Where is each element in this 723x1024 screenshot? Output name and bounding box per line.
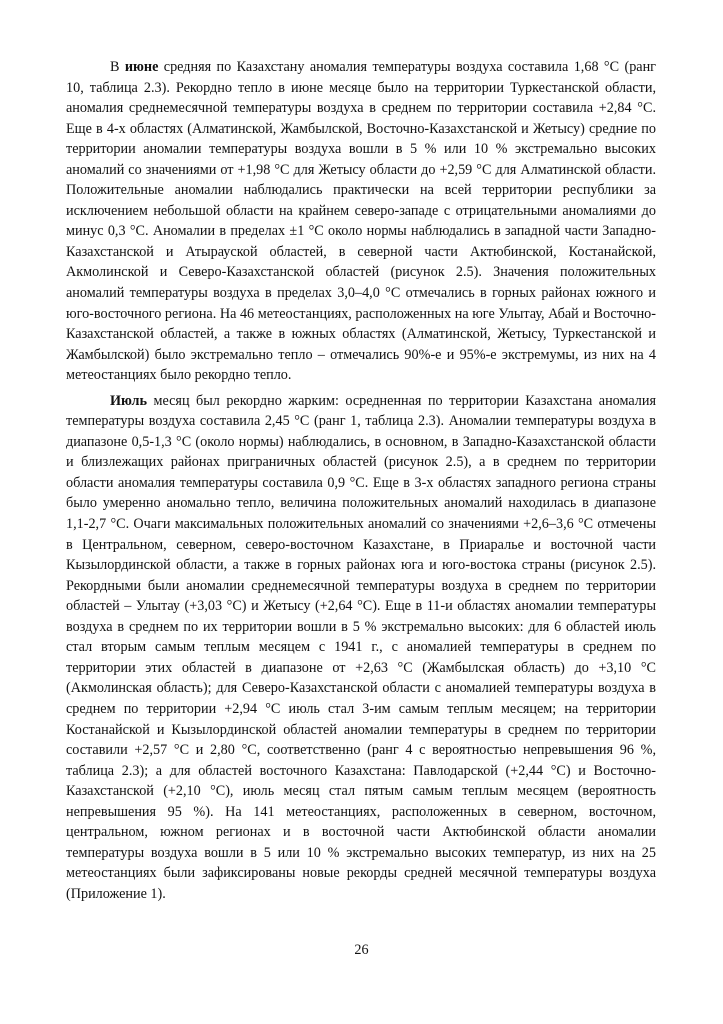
paragraph-july [66, 391, 656, 905]
paragraph-june [66, 57, 656, 386]
paragraph-july-body: месяц был рекордно жарким: осредненная по территории Казахстана аномалия температуры воздуха составила 2,45 °C (ранг 1, таблица 2.3). Аномалии температуры воздуха в диапазоне 0,5-1,3 °C (около нормы) наблюдались, в основном, в Западно-Казахстанской области и близлежащих районах приграничных областей (рисунок 2.5), а в среднем по территории области аномалия температуры составила 0,9 °C. Еще в 3-х областях западного региона страны было умеренно аномально тепло, величина положительных аномалий находилась в диапазоне 1,1-2,7 °C. Очаги максимальных положительных аномалий со значениями +2,6–3,6 °C отмечены в Центральном, северном, северо-восточном Казахстане, в Приаралье и восточной части Кызылординской области, а также в горных районах юга и юго-востока страны (рисунок 2.5). Рекордными были аномалии среднемесячной температуры воздуха в среднем по территории областей – Улытау (+3,03 °C) и Жетысу (+2,64 °C). Еще в 11-и областях аномалии температуры воздуха в среднем по их территории вошли в 5 % экстремально высоких: для 6 областей июль стал вторым самым теплым месяцем с 1941 г., с аномалией температуры в среднем по территории этих областей в диапазоне от +2,63 °C (Жамбылская область) до +3,10 °C (Акмолинская область); для Северо-Казахстанской области с аномалией температуры воздуха в среднем по территории +2,94 °C июль стал 3-им самым теплым месяцем; на территории Костанайской и Кызылординской областей аномалии температуры в среднем по территории составили +2,57 °C и 2,80 °C, соответственно (ранг 4 с вероятностью непревышения 96 %, таблица 2.3); а для областей восточного Казахстана: Павлодарской (+2,44 °C) и Восточно-Казахстанской (+2,10 °C), июль месяц стал пятым самым теплым месяцем (вероятность непревышения 95 %). На 141 метеостанциях, расположенных в северном, восточном, центральном, южном регионах и в восточной части Актюбинской области аномалии температуры воздуха вошли в 5 или 10 % экстремально высоких температур, из них на 25 метеостанциях были зафиксированы новые рекорды средней месячной температуры воздуха (Приложение 1). [66, 392, 656, 902]
paragraph-june-prefix: В [110, 59, 125, 75]
paragraph-june-lead: июне [124, 59, 159, 75]
paragraph-july-lead: Июль [110, 392, 147, 409]
paragraph-june-body: средняя по Казахстану аномалия температуры воздуха составила 1,68 °C (ранг 10, таблица 2.3). Рекордно тепло в июне месяце было на территории Туркестанской области, аномалия среднемесячной температуры воздуха в среднем по территории составила +2,84 °C. Еще в 4-х областях (Алматинской, Жамбылской, Восточно-Казахстанской и Жетысу) средние по территории аномалии температуры воздуха вошли в 5 % или 10 % экстремально высоких аномалий со значениями от +1,98 °C для Жетысу области до +2,59 °C для Алматинской области. Положительные аномалии наблюдались практически на всей территории республики за исключением небольшой области на крайнем северо-западе с отрицательными аномалиями до минус 0,3 °C. Аномалии в пределах ±1 °C около нормы наблюдались в западной части Западно-Казахстанской и Атырауской областей, в северной части Актюбинской, Костанайской, Акмолинской и Северо-Казахстанской областей (рисунок 2.5). Значения положительных аномалий температуры воздуха в пределах 3,0–4,0 °C отмечались в горных районах южного и юго-восточного региона. На 46 метеостанциях, расположенных на юге Улытау, Абай и Восточно-Казахстанской областей, а также в южных областях (Алматинской, Жетысу, Туркестанской и Жамбылской) было экстремально тепло – отмечались 90%-е и 95%-е экстремумы, из них на 4 метеостанциях было рекордно тепло. [66, 59, 656, 384]
page-number: 26 [354, 942, 369, 958]
document-page [66, 57, 656, 909]
